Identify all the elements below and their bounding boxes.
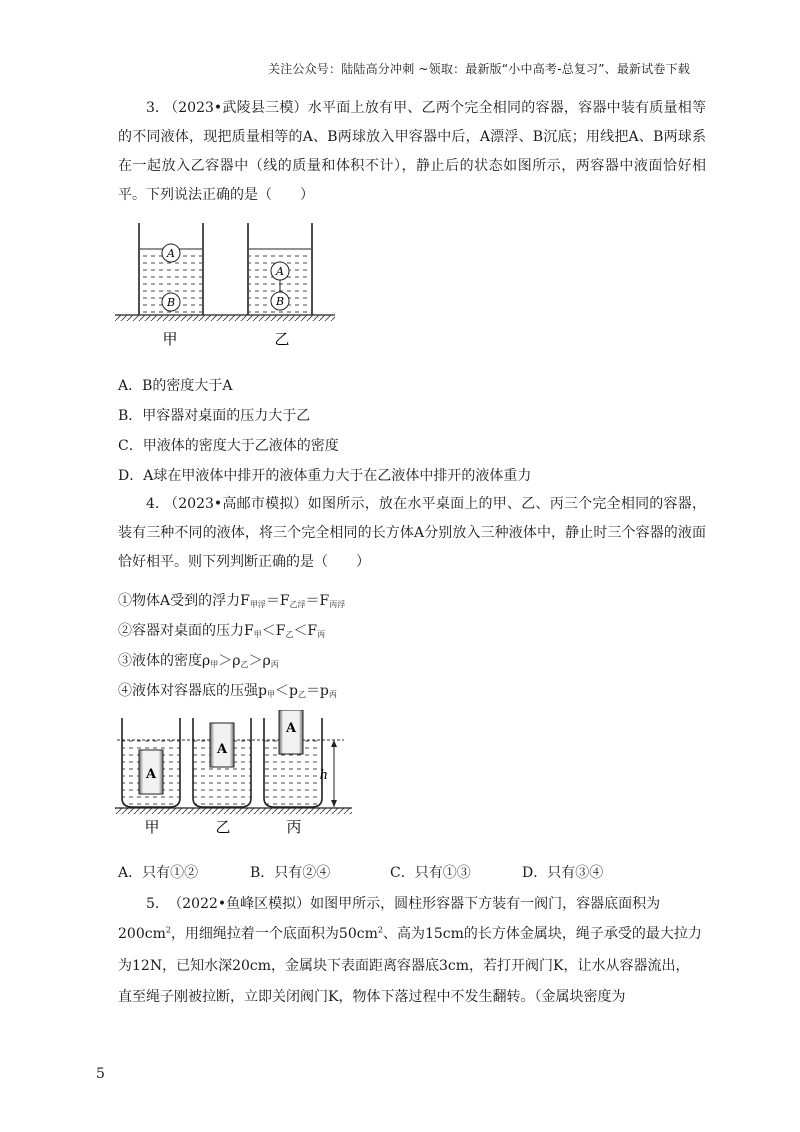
q4-s4-sub1: 甲: [266, 690, 275, 699]
q4-block-yi-label: A: [216, 742, 228, 757]
q4-label-yi: 乙: [215, 818, 231, 836]
q4-s2-mid2: ＜F: [293, 623, 318, 639]
q5-l2-sup2: 2: [377, 925, 383, 935]
page-number: 5: [96, 1066, 105, 1082]
q4-block-jia-label: A: [145, 767, 157, 782]
q3-option-b: B．甲容器对桌面的压力大于乙: [118, 408, 311, 424]
q5-l1: （2022•鱼峰区模拟）如图甲所示，圆柱形容器下方装有一阀门，容器底面积为: [168, 896, 661, 912]
q4-s4-mid1: ＜p: [274, 683, 298, 699]
q4-s3-sub3: 丙: [270, 660, 279, 669]
q4-s3-mid2: ＞ρ: [248, 653, 271, 669]
q4-label-bing: 丙: [286, 818, 302, 836]
q4-s1-sub2: 乙浮: [289, 600, 306, 609]
q4-option-a: A．只有①②: [118, 865, 199, 881]
q3-ball-b-yi-label: B: [275, 295, 285, 308]
q3-label-yi: 乙: [274, 330, 290, 348]
q4-s2-mid1: ＜F: [261, 623, 286, 639]
q4-s4-lead: ④液体对容器底的压强p: [118, 683, 267, 699]
q3-container-yi: [248, 223, 312, 315]
q4-container-yi: [193, 718, 251, 807]
q3-container-jia: [139, 223, 203, 315]
q4-s1-mid1: ＝F: [265, 593, 290, 609]
q3-option-d: D．A球在甲液体中排开的液体重力大于在乙液体中排开的液体重力: [118, 468, 532, 484]
q4-s2-sub1: 甲: [253, 630, 262, 639]
q3-stem: [118, 94, 706, 210]
q5-line-3: 为12N，已知水深20cm，金属块下表面距离容器底3cm，若打开阀门K，让水从容器流出，: [118, 958, 690, 974]
q4-s3-sub1: 甲: [210, 660, 219, 669]
q3-label-jia: 甲: [162, 330, 178, 348]
q5-l2a: 200cm: [118, 926, 166, 942]
q4-stem: [118, 490, 706, 577]
q5-line-1: [146, 893, 660, 913]
q5-l2c: 、高为15cm的长方体金属块，绳子承受的最大拉力: [382, 926, 702, 942]
q5-line-2: [118, 923, 702, 943]
q3-stem-text: （2023•武陵县三模）水平面上放有甲、乙两个完全相同的容器，容器中装有质量相等的不同液体，现把质量相等的A、B两球放入甲容器中后，A漂浮、B沉底；用线把A、B两球系在一起放入乙容器中（线的质量和体积不计），静止后的状态如图所示，两容器中液面恰好相平。下列说法正确的是（ ）: [118, 100, 706, 203]
q3-ground-hatch: [115, 315, 335, 321]
q3-ball-b-jia-label: B: [166, 296, 176, 309]
q3-number: 3.: [146, 100, 160, 116]
q5-line-4: 直至绳子刚被拉断，立即关闭阀门K，物体下落过程中不发生翻转。（金属块密度为: [118, 989, 626, 1005]
q3-ball-a-yi-label: A: [276, 265, 284, 278]
q5-l2-sup1: 2: [165, 925, 171, 935]
q4-s1-mid2: ＝F: [305, 593, 330, 609]
q4-number: 4.: [146, 496, 160, 512]
q4-option-b: B．只有②④: [250, 865, 331, 881]
q4-label-jia: 甲: [144, 818, 160, 836]
q5-number: 5.: [146, 896, 160, 912]
q4-h-label: h: [319, 768, 328, 783]
q4-block-bing-label: A: [285, 721, 297, 736]
q4-s1-sub1: 甲浮: [249, 600, 266, 609]
q4-s2-sub2: 乙: [285, 630, 294, 639]
q4-stem-text: （2023•高邮市模拟）如图所示，放在水平桌面上的甲、乙、丙三个完全相同的容器，装有三种不同的液体，将三个完全相同的长方体A分别放入三种液体中，静止时三个容器的液面恰好相平。则下列判断正确的是（ ）: [118, 496, 706, 570]
q4-s2-sub3: 丙: [317, 630, 326, 639]
q4-statement-4: [118, 680, 337, 700]
q4-s4-mid2: ＝p: [305, 683, 329, 699]
q4-container-bing: [264, 710, 322, 807]
page-header: 关注公众号：陆陆高分冲刺 ~领取：最新版“小中高考-总复习”、最新试卷下载: [268, 62, 691, 76]
q4-option-d: D．只有③④: [522, 865, 604, 881]
q4-container-jia: [122, 718, 180, 807]
q4-s3-lead: ③液体的密度ρ: [118, 653, 211, 669]
q4-s3-sub2: 乙: [240, 660, 249, 669]
q4-s3-mid1: ＞ρ: [218, 653, 241, 669]
q4-options: [118, 862, 718, 884]
q4-s2-lead: ②容器对桌面的压力F: [118, 623, 254, 639]
q4-s4-sub3: 丙: [328, 690, 337, 699]
q4-option-c: C．只有①③: [390, 865, 471, 881]
q4-s4-sub2: 乙: [297, 690, 306, 699]
q5-l2b: ，用细绳拉着一个底面积为50cm: [170, 926, 378, 942]
q4-figure: [112, 710, 362, 840]
q4-ground-hatch: [115, 808, 352, 814]
q4-statement-1: [118, 590, 345, 610]
q3-option-a: A．B的密度大于A: [118, 378, 233, 394]
q3-option-c: C．甲液体的密度大于乙液体的密度: [118, 438, 339, 454]
q4-s1-sub3: 丙浮: [329, 600, 346, 609]
q4-s1-lead: ①物体A受到的浮力F: [118, 593, 250, 609]
q3-ball-a-jia-label: A: [167, 247, 175, 260]
q4-statement-3: [118, 650, 279, 670]
q3-figure: [110, 218, 340, 353]
q4-statement-2: [118, 620, 325, 640]
